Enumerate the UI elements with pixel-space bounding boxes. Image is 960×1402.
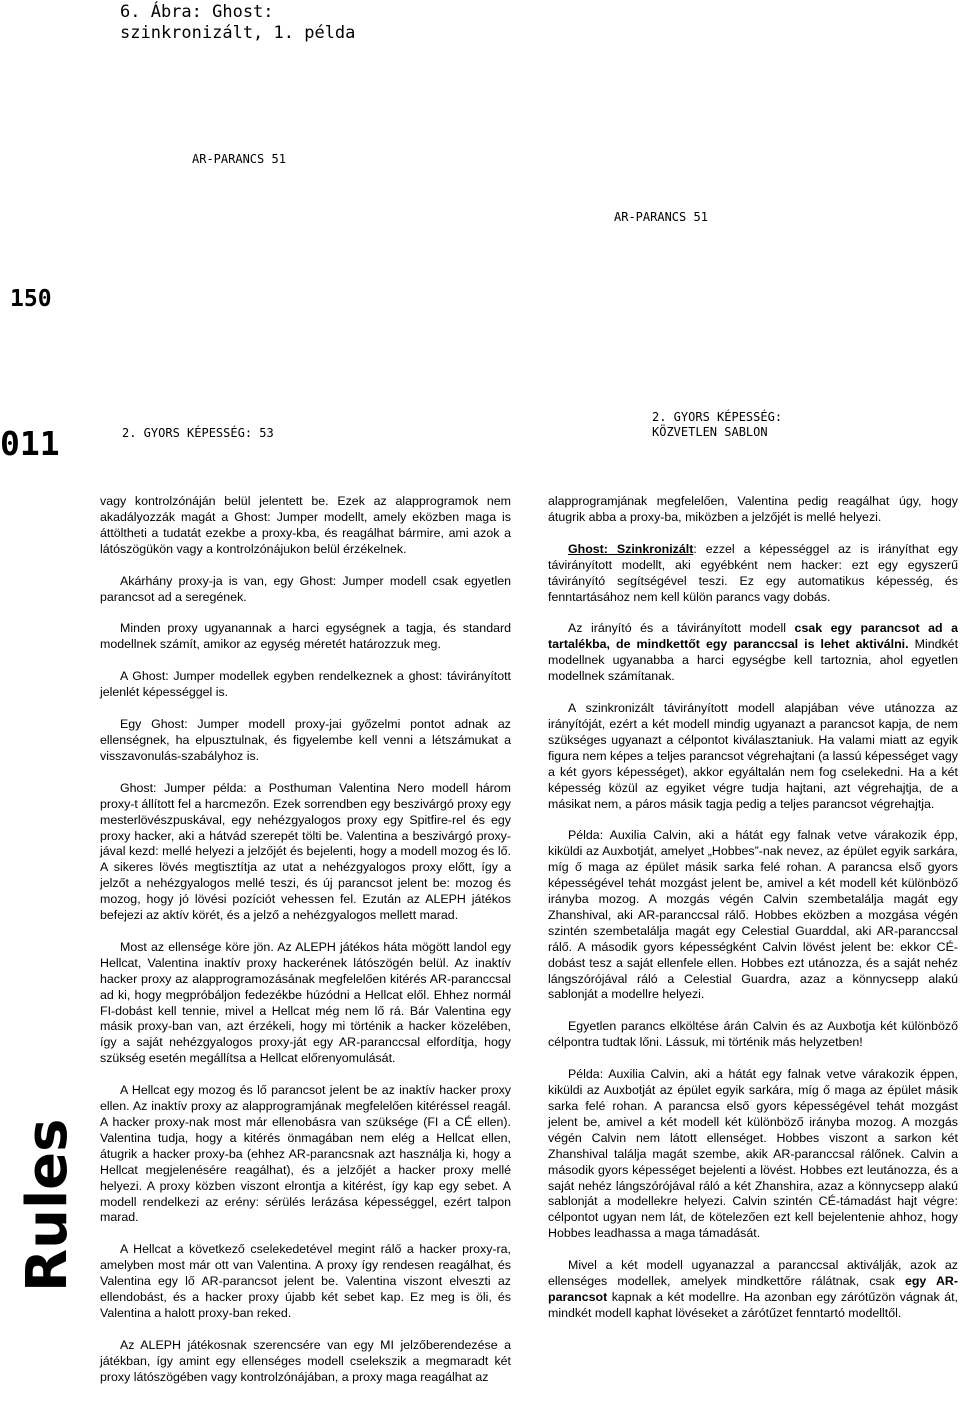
paragraph: A szinkronizált távirányított modell alapjában véve utánozza az irányítóját, ezért a két modell mindig ugyanazt a parancsot kapja, de nem szükséges ugyanazt a célpontot kiválasztaniuk. Ha valami miatt az egyik figura nem képes a teljes parancsot végrehajtani (a lassú képességet vagy a két gyors képességet), akkor egyáltalán nem fog cselekedni. Ha a két képesség közül az egyiket végre tudja hajtani, azt végrehajtja, de a másikat nem, a páros másik tagja pedig a teljes parancsot végrehajtja.	[548, 701, 958, 811]
paragraph: Minden proxy ugyanannak a harci egységnek a tagja, és standard modellnek számít, amikor az egység méretét határozzuk meg.	[100, 621, 511, 652]
paragraph: A Hellcat egy mozog és lő parancsot jelent be az inaktív hacker proxy ellen. Az inaktív proxy az alapprogramjának megfelelően kitéréssel reagál. A hacker proxy-nak most már ellenobásra van szüksége (FI a CÉ ellen). Valentina tudja, hogy a kitérés önmagában nem elég a Hellcat ellen, átugrik a hacker proxy-ba (ehhez AR-parancsnak azt használja ki, hogy a Hellcat megjelenésére reagálhat), és a jelzőjét a hacker proxy mellé helyezi. A proxy közben viszont elrontja a kitérést, így kap egy sebet. A modell rendelkezi az erény: sérülés lerázása képességgel, ezért talpon marad.	[100, 1083, 511, 1225]
paragraph-text: Mindkét modellnek ugyanabba a harci egységbe kell tartoznia, ahol egyetlen modellnek számítanak.	[548, 637, 959, 684]
gyors-kepesseg-label-left: 2. GYORS KÉPESSÉG: 53	[122, 426, 274, 440]
gyors-kepesseg-label-right	[652, 410, 782, 440]
paragraph-text: : ezzel a képességgel az is irányíthat egy távirányított modellt, aki egyébként nem hacker: ezt egy egyszerű távirányító segítségével teszi. Ez egy automatikus képesség, és fenntartásához nem kell külön parancs vagy dobás.	[548, 541, 958, 604]
ar-parancs-label-2: AR-PARANCS 51	[614, 210, 708, 224]
paragraph: Most az ellensége köre jön. Az ALEPH játékos háta mögött landol egy Hellcat, Valentina inaktív proxy hackerének látószögén belül. Az inaktív hacker proxy az alapprogramozásának megfelelően kitérés AR-paranccsal ad ki, hogy megpróbáljon fedezékbe húzódni a Hellcat elől. Ehhez normál FI-dobást kell tennie, mivel a Hellcat még nem lő rá. Bár Valentina egy másik proxy-ban van, azt érzékeli, hogy mi történik a hacker közelében, így a saját nehézgyalogos proxy-ját egy AR-paranccsal elfordítja, hogy szükség esetén megállítsa a Hellcat előrenyomulását.	[100, 939, 511, 1066]
figure-number-011: 011	[0, 424, 60, 463]
paragraph-text: Az irányító és a távirányított modell	[568, 621, 795, 636]
bold-text: egy AR-parancsot	[548, 1274, 958, 1304]
paragraph: Példa: Auxilia Calvin, aki a hátát egy falnak vetve várakozik épp, kiküldi az Auxbotját, amelyet „Hobbes”-nak nevez, az épület egyik sarkára, míg ő maga az épület másik sarka felé rohan. A parancsa első gyors képességével tehát mozgást jelent be, amivel a két modell két különböző irányba mozog. A mozgás végén Calvin szembetalálja magát egy Zhanshival, aki AR-paranccsal rálő. Hobbes eközben a mozgása végén szintén szembetalálja magát egy Celestial Guarddal, aki AR-paranccsal rálő. A második gyors képességként Calvin lövést jelent be: ekkor CÉ-dobást tesz a saját ellenfele ellen. Hobbes ezt utánozza, és a saját nehéz lángszórójával ráló a Celestial Guardra, azaz a könnycsepp alakú sablonját a modellre helyezi.	[548, 828, 958, 1002]
figure-title: 6. Ábra: Ghost: szinkronizált, 1. példa	[120, 2, 356, 43]
left-text-column	[100, 494, 511, 1402]
figure-number-150: 150	[10, 286, 52, 312]
paragraph: Az ALEPH játékosnak szerencsére van egy MI jelzőberendezése a játékban, így amint egy ellenséges modell cselekszik a megmaradt két proxy látószögében vagy kontrolzónájában, a proxy maga reagálhat az	[100, 1337, 511, 1384]
paragraph: Példa: Auxilia Calvin, aki a hátát egy falnak vetve várakozik éppen, kiküldi az Auxbotját az épület egyik sarkára, míg ő maga az épület másik sarka felé rohan. A parancsa első gyors képességével tehát mozgást jelent be, amivel a két modell két különböző irányba mozog. A mozgás végén Calvin nem látott ellenséget. Hobbes viszont a sarkon két Zhanshival találja magát szembe, akik AR-paranccsal rálőnek. Calvin a második gyors képességet bejelenti a lövést. Hobbes ezt leutánozza, és a saját nehéz lángszórójával ráló a két Zhanshira, azaz a könnycsepp alakú sablonját a modellekre helyezi. Calvin szintén CÉ-támadást hajt végre: célpontot ugyan nem lát, de kötelezően ezt kell bejelentenie ahhoz, hogy Hobbes leadhassa a maga támadását.	[548, 1067, 958, 1241]
paragraph: vagy kontrolzónáján belül jelentett be. Ezek az alapprogramok nem akadályozzák magát a Ghost: Jumper modellt, amely eközben maga is áttöltheti a tudatát ezekbe a proxy-kba, és reagálhat bármire, ami azok a látószögükön vagy a kontrolzónájukon belül érzékelnek.	[100, 494, 511, 556]
paragraph	[548, 621, 958, 685]
paragraph: A Ghost: Jumper modellek egyben rendelkeznek a ghost: távirányított jelenlét képességgel is.	[100, 669, 511, 700]
term-ghost-szinkronizalt: Ghost: Szinkronizált	[568, 541, 694, 556]
paragraph: A Hellcat a következő cselekedetével megint rálő a hacker proxy-ra, amelyben most már ott van Valentina. A proxy így rendesen reagálhat, és Valentina egy lő AR-parancsot jelent be. Valentina viszont elveszti az ellendobást, és a hacker proxy újabb két sebet kap. Ez meg is öli, és Valentina a halott proxy-ban reked.	[100, 1242, 511, 1320]
paragraph: Akárhány proxy-ja is van, egy Ghost: Jumper modell csak egyetlen parancsot ad a seregének.	[100, 573, 511, 604]
gyors-right-line-1: 2. GYORS KÉPESSÉG:	[652, 410, 783, 424]
paragraph: Egy Ghost: Jumper modell proxy-jai győzelmi pontot adnak az ellenségnek, ha elpusztulnak, és figyelembe kell venni a létszámukat a visszavonulás-szabályhoz is.	[100, 717, 511, 763]
paragraph: Egyetlen parancs elköltése árán Calvin és az Auxbotja két különböző célpontra tudtak lőni. Lássuk, mi történik más helyzetben!	[548, 1019, 958, 1050]
paragraph: alapprogramjának megfelelően, Valentina pedig reagálhat úgy, hogy átugrik abba a proxy-ba, miközben a jelzőjét is mellé helyezi.	[548, 494, 958, 524]
paragraph-text: kapnak a két modellre. Ha azonban egy zárótűzön vágnak át, mindkét modell kaphat lövéseket a zárótűzet fenntartó modelltől.	[548, 1289, 958, 1320]
right-text-column	[548, 494, 958, 1338]
paragraph-text: Mivel a két modell ugyanazzal a paranccsal aktiválják, azok az ellenséges modellek, amelyek mindkettőre rálátnak, csak	[548, 1258, 958, 1289]
paragraph	[548, 1258, 958, 1322]
paragraph-ghost-szinkronizalt	[548, 542, 958, 606]
bold-text: csak egy parancsot ad a tartalékba, de mindkettőt egy paranccsal is lehet aktiválni.	[548, 621, 958, 652]
ar-parancs-label-1: AR-PARANCS 51	[192, 152, 286, 166]
paragraph: Ghost: Jumper példa: a Posthuman Valentina Nero modell három proxy-t állított fel a harcmezőn. Ezek sorrendben egy beszivárgó proxy egy mesterlövészpuskával, egy nehézgyalogos proxy egy Spitfire-rel és egy proxy hacker, aki a hátvád szerepét tölti be. Valentina a beszivárgó proxy-jával kezd: mellé helyezi a jelzőjét és bejelenti, hogy a modell mozog és lő. A sikeres lövés megtisztítja az utat a nehézgyalogos proxy előtt, így a jelzőt a nehézgyalogos mellé teszi, és új parancsot jelent be: mozog és mozog, hogy jó lövési pozíciót vehessen fel. Ezután az ALEPH játékos befejezi az aktív körét, és a jelző a nehézgyalogos mellett marad.	[100, 780, 511, 923]
gyors-right-line-2: KÖZVETLEN SABLON	[652, 425, 768, 439]
rules-side-label: Rules	[15, 1118, 80, 1292]
